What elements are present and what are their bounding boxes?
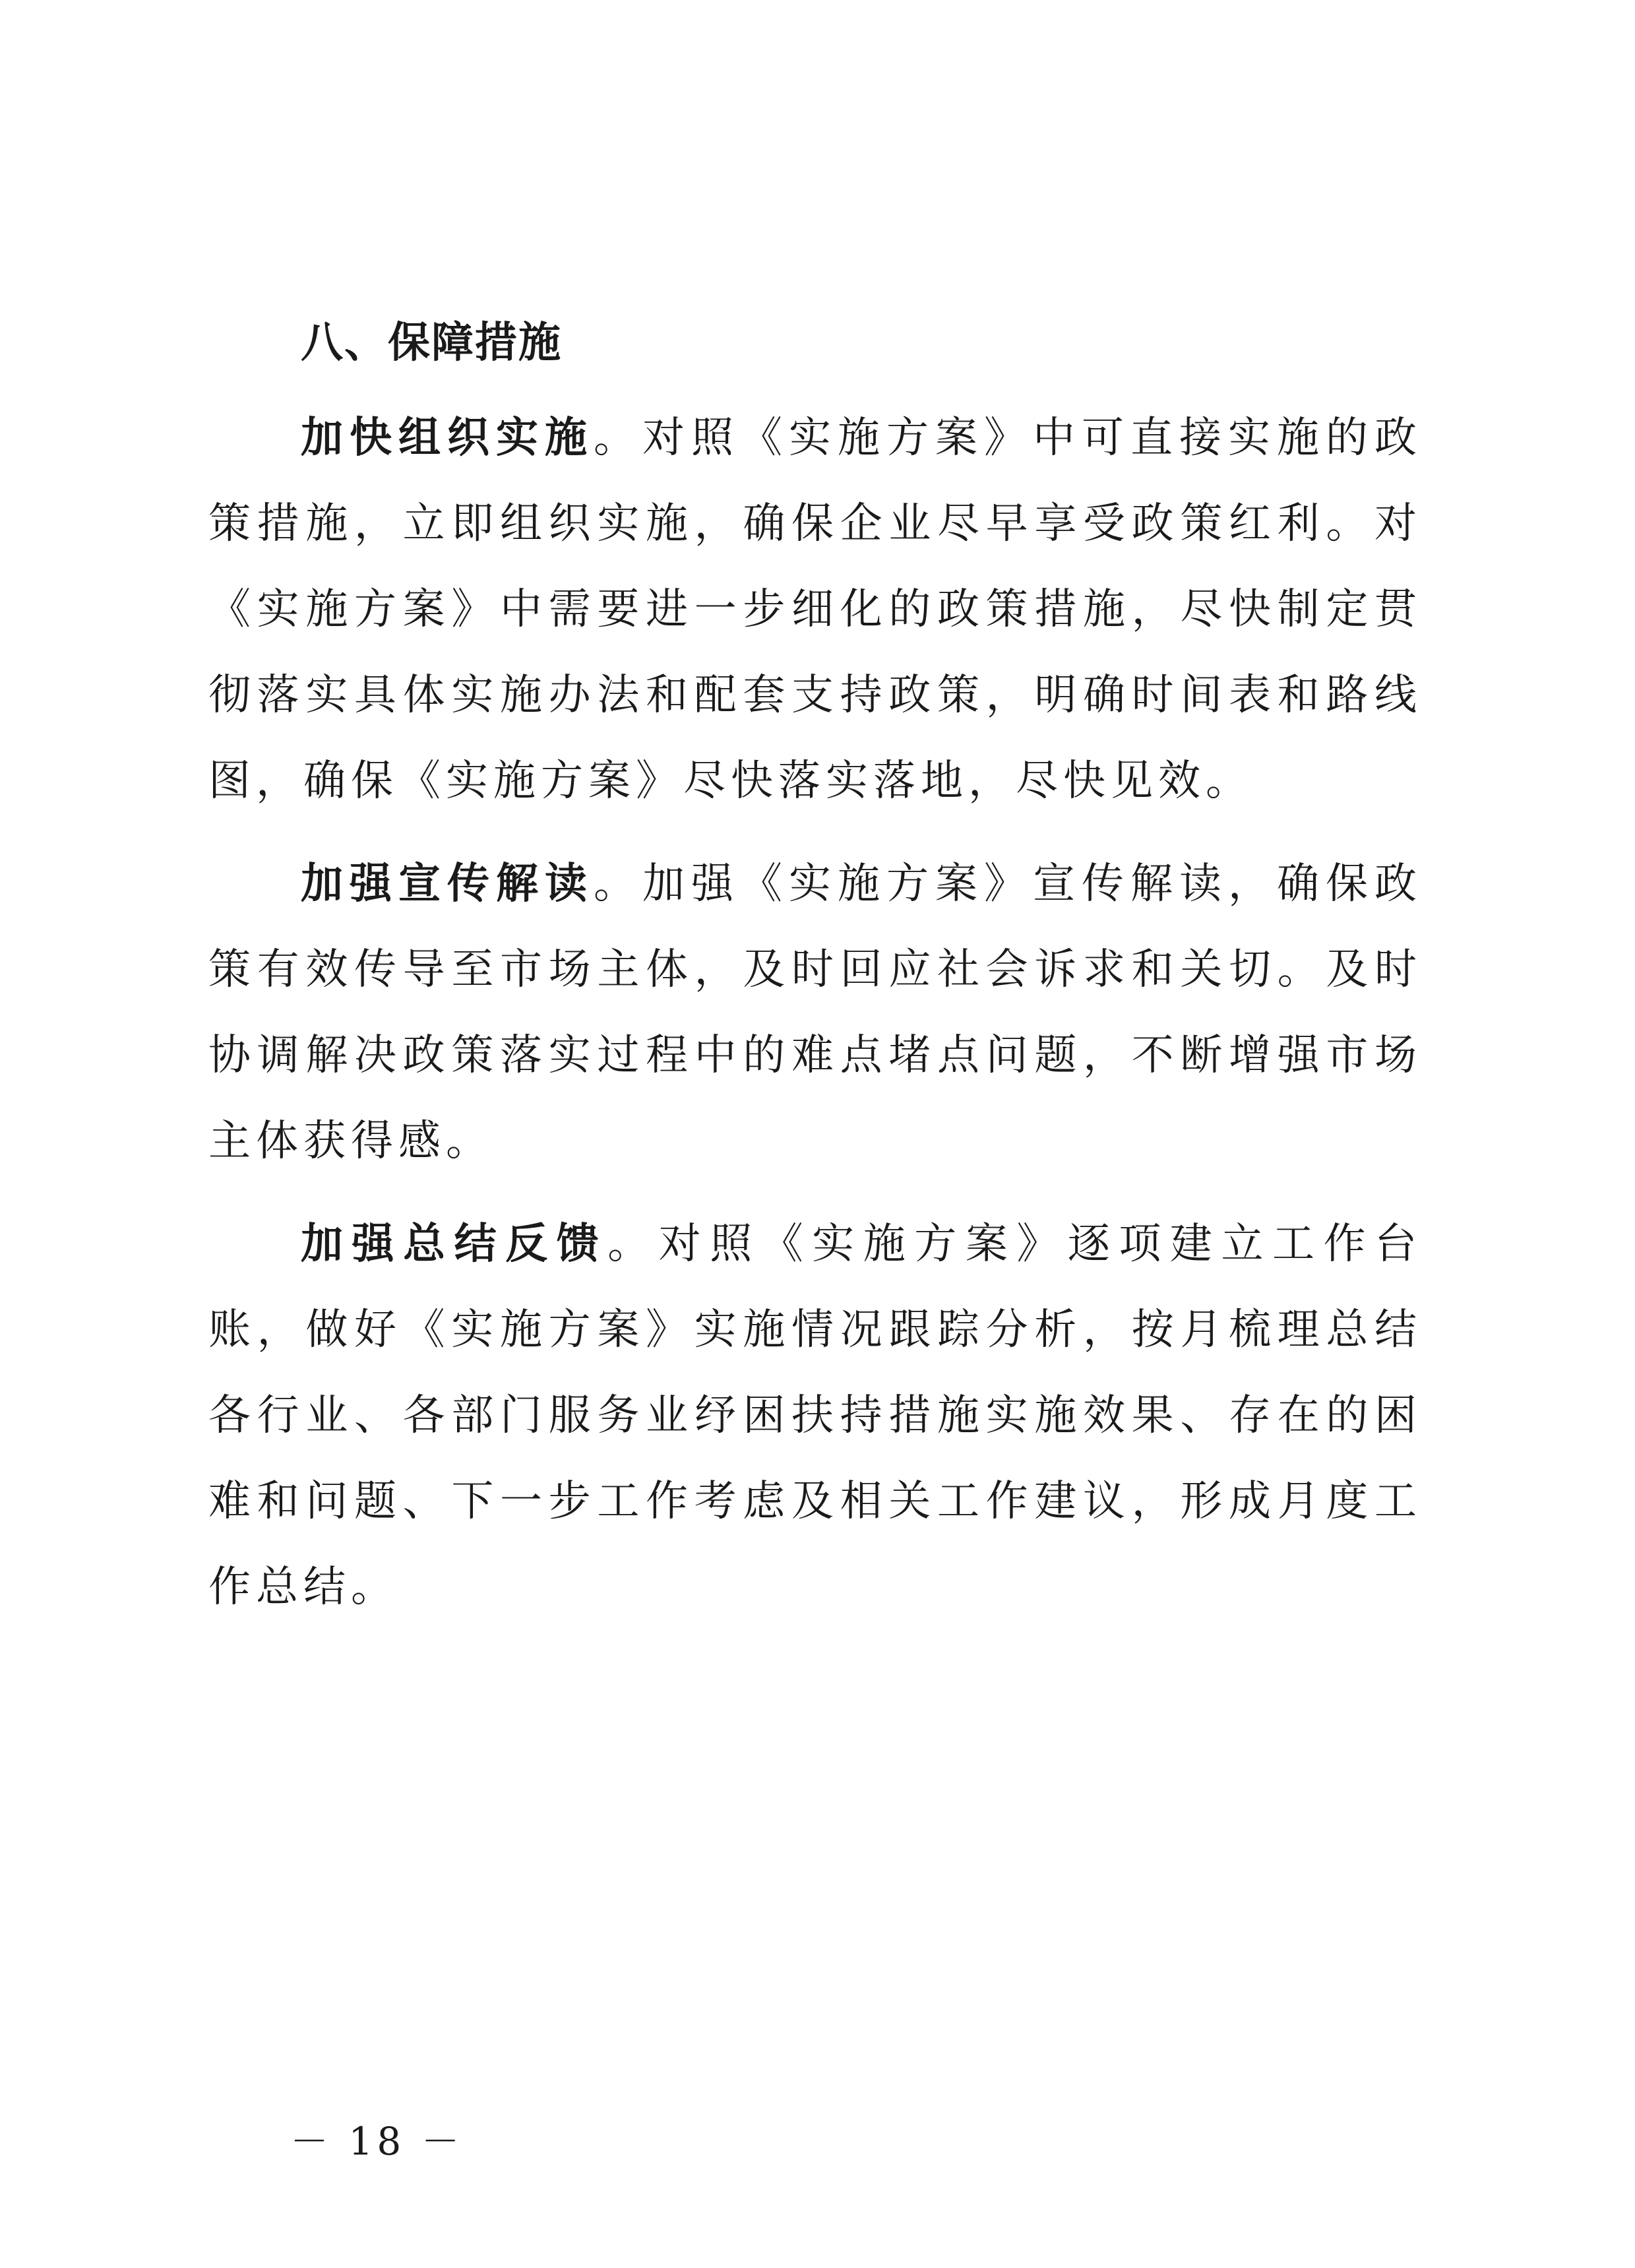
page-number: － 18 －	[290, 2119, 464, 2164]
paragraph-body: 。对照《实施方案》中可直接实施的政策措施，立即组织实施，确保企业尽早享受政策红利。对《实施方案》中需要进一步细化的政策措施，尽快制定贯彻落实具体实施办法和配套支持政策，明确时间表和路线图，确保《实施方案》尽快落实落地，尽快见效。	[208, 414, 1422, 805]
paragraph-summary-feedback	[208, 1201, 1422, 1630]
paragraph-lead: 加快组织实施	[301, 413, 594, 462]
paragraph-lead: 加强总结反馈	[301, 1219, 608, 1269]
paragraph-body: 。对照《实施方案》逐项建立工作台账，做好《实施方案》实施情况跟踪分析，按月梳理总结各行业、各部门服务业纾困扶持措施实施效果、存在的困难和问题、下一步工作考虑及相关工作建议，形成月度工作总结。	[208, 1220, 1423, 1612]
paragraph-publicity-interpretation	[208, 841, 1422, 1184]
paragraph-body: 。加强《实施方案》宣传解读，确保政策有效传导至市场主体，及时回应社会诉求和关切。及时协调解决政策落实过程中的难点堵点问题，不断增强市场主体获得感。	[208, 860, 1422, 1166]
paragraph-organize-implementation	[208, 395, 1422, 824]
section-heading: 八、保障措施	[301, 319, 562, 367]
paragraph-lead: 加强宣传解读	[301, 859, 594, 908]
document-body	[208, 300, 1422, 1647]
